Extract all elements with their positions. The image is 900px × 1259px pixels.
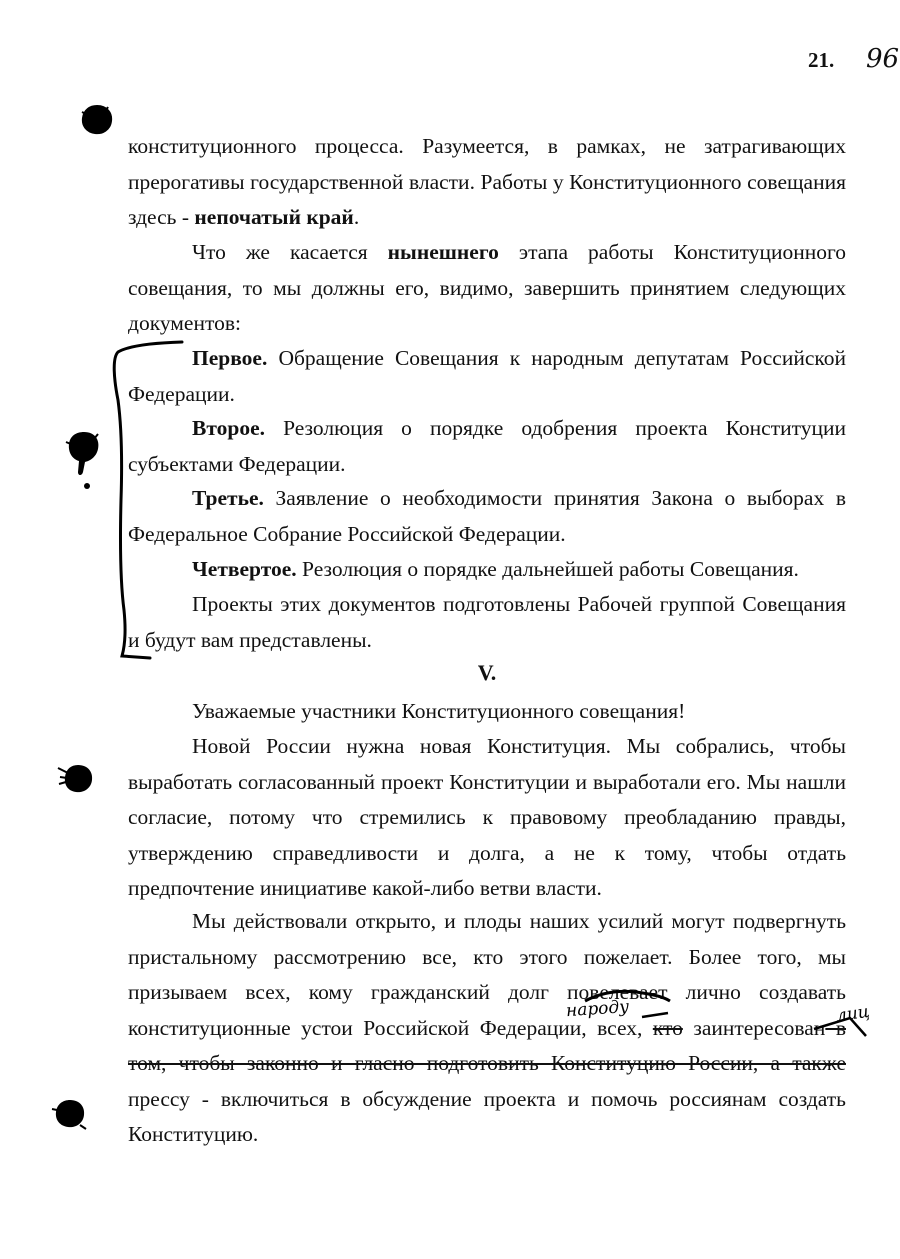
- struck-word: кто: [652, 1015, 683, 1040]
- list-item-second-text: Резолюция о порядке одобрения проекта Конституции субъектами Федерации.: [128, 416, 846, 476]
- paragraph-current-stage-bold: нынешнего: [387, 240, 499, 264]
- paragraph-projects: Проекты этих документов подготовлены Рабочей группой Совещания и будут вам представлены.: [128, 592, 846, 652]
- paragraph-intro: [128, 129, 846, 236]
- ink-blot-2: [64, 428, 104, 492]
- list-item-first-label: Первое.: [192, 346, 268, 370]
- paragraph-intro-bold: непочатый край: [194, 205, 354, 229]
- handwritten-page-number: 96: [866, 44, 900, 74]
- paragraph-openness: [128, 904, 846, 1153]
- list-item-second: [128, 411, 846, 482]
- paragraph-new-russia: Новой России нужна новая Конституция. Мы собрались, чтобы выработать согласованный проект Конституции и выработали его. Мы нашли согласие, потому что стремились к правовому преобладанию правды, утверждению справедливости и долга, а не к тому, чтобы отдать предпочтение инициативе какой-либо ветви власти.: [128, 734, 846, 900]
- list-item-third-label: Третье.: [192, 486, 264, 510]
- paragraph-current-stage: [128, 235, 846, 342]
- list-item-first: [128, 341, 846, 412]
- list-item-fourth: [128, 552, 846, 588]
- ink-blot-3: [56, 762, 96, 796]
- paragraph-openness-text: Мы действовали открыто, и плоды наших усилий могут подвергнуть пристальному рассмотрению все, кто этого пожелает. Более того, мы призываем всех, кому гражданский долг повелевает лично создавать конституционные устои Российской Федерации, всех,: [128, 909, 846, 1040]
- list-item-third: [128, 481, 846, 552]
- greeting: Уважаемые участники Конституционного совещания!: [192, 699, 686, 723]
- paragraph-intro-text: конституционного процесса. Разумеется, в рамках, не затрагивающих прерогативы государственной власти. Работы у Конституционного совещания здесь -: [128, 134, 846, 229]
- handwritten-insertion-margin: лиц: [834, 1001, 871, 1027]
- page-number: 21.: [808, 48, 835, 72]
- paragraph-openness-end: прессу - включиться в обсуждение проекта и помочь россиянам создать Конституцию.: [128, 1086, 846, 1146]
- ink-blot-1: [80, 104, 114, 136]
- list-item-first-text: Обращение Совещания к народным депутатам Российской Федерации.: [128, 346, 846, 406]
- paragraph-current-stage-start: Что же касается: [192, 240, 388, 264]
- paragraph-openness-mid: заинтересован: [682, 1015, 826, 1040]
- ink-blot-4: [50, 1097, 90, 1131]
- list-item-second-label: Второе.: [192, 416, 265, 440]
- list-item-fourth-text: Резолюция о порядке дальнейшей работы Совещания.: [296, 557, 799, 581]
- paragraph-current-stage-rest: этапа работы Конституционного совещания, то мы должны его, видимо, завершить принятием следующих документов:: [128, 240, 847, 335]
- section-heading: V.: [477, 660, 497, 685]
- struck-phrase: в том, чтобы законно и гласно подготовить Конституцию России, а также: [128, 1015, 846, 1075]
- paragraph-intro-end: .: [353, 205, 360, 229]
- list-item-fourth-label: Четвертое.: [192, 557, 297, 581]
- handwritten-insertion-above: народу: [565, 996, 630, 1022]
- list-item-third-text: Заявление о необходимости принятия Закона о выборах в Федеральное Собрание Российской Федерации.: [128, 486, 846, 546]
